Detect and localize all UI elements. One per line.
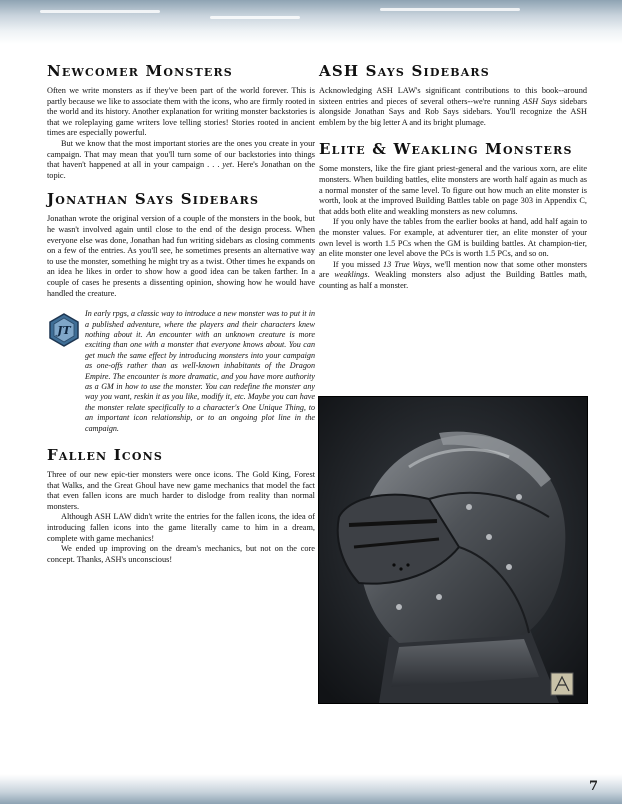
sidebar-text: In early rpgs, a classic way to introduce a new monster was to put it in a published adventure, where the players and their characters knew nothing about it. An encounter with an unknown creature is more exciting than one with a monster that everyone knows about. You can get much the same effect by introducing monsters into your campaign as one-offs rather than as well-known inhabitants of the Dragon Empire. The encounter is more dramatic, and you have more authority as a GM in how to use the monster. You can redefine the monster any way you want, reskin it as you like, modify it, etc. Maybe you can have the monster relate specifically to a character's One Unique Thing, to an important icon relationship, or to an ongoing plot line in the campaign. xyxy=(85,309,315,433)
paragraph: Often we write monsters as if they've been part of the world forever. This is partly because we like to associate them with the icons, who are firmly rooted in the world and its history. Another explanation for writing monster backstories is that we roleplaying game writers love telling stories! Stories rooted in ancient times are especially powerful. xyxy=(47,86,315,138)
section-fallen-icons xyxy=(47,446,315,565)
page-number: 7 xyxy=(588,779,598,794)
left-column xyxy=(47,62,315,574)
paragraph: Some monsters, like the fire giant priest-general and the various xorn, are elite monsters. When building battles, elite monsters are worth half again as much as a normal monster of the same level. To figure out how much an elite monster is worth, look at the improved Building Battles table on page 303 in Appendix C, that adds both elite and weakling monsters as new columns. xyxy=(319,164,587,216)
paragraph: Although ASH LAW didn't write the entries for the fallen icons, the idea of introducing fallen icons into the game literally came to him in a dream, complete with game mechanics! xyxy=(47,512,315,543)
svg-text:JT: JT xyxy=(57,324,71,338)
heading-newcomer-monsters: Newcomer Monsters xyxy=(47,62,233,80)
section-newcomer-monsters xyxy=(47,62,315,181)
paragraph: If you missed 13 True Ways, we'll mention now that some other monsters are weaklings. Weakling monsters also adjust the Building Battles math, counting as half a monster. xyxy=(319,259,588,290)
heading-fallen-icons: Fallen Icons xyxy=(47,445,164,464)
paragraph: But we know that the most important stories are the ones you create in your campaign. That may mean that you'll turn some of our backstories into things that haven't happened at all in your campaign . . . yet. Here's Jonathan on the topic. xyxy=(47,138,315,180)
paragraph: Three of our new epic-tier monsters were once icons. The Gold King, Forest that Walks, and the Great Ghoul have new game mechanics that model the fact that even fallen icons are much harder to dislodge from reality than normal monsters. xyxy=(47,469,315,511)
top-banner xyxy=(0,0,622,44)
section-jonathan-says xyxy=(47,190,315,299)
paragraph: Jonathan wrote the original version of a couple of the monsters in the book, but he wasn't involved again until close to the end of the design process. When everyone else was done, Jonathan had fun writing sidebars as closing comments on a few of the entries. As you'll see, he sometimes presents an alternative way to use the monster, something he might try as a twist. Other times he expands on an idea he likes in order to show how a good idea can be taken farther. In a couple of cases he presents a dissenting opinion, showing how he would have handled the creature. xyxy=(47,214,315,298)
helmet-illustration xyxy=(318,396,588,704)
heading-jonathan-says: Jonathan Says Sidebars xyxy=(47,190,260,209)
heading-elite-weakling: Elite & Weakling Monsters xyxy=(319,140,573,159)
helmet-icon xyxy=(319,397,587,703)
paragraph: If you only have the tables from the earlier books at hand, add half again to the monster values. For example, at adventurer tier, an elite monster of your own level is worth 1.5 PCs when the GM is building battles. At champion-tier, an elite monster one level above the PCs is worth 1.5 PCs, and so on. xyxy=(319,217,587,259)
right-column xyxy=(319,62,587,301)
jonathan-sidebar xyxy=(47,309,315,434)
section-ash-says xyxy=(319,62,587,128)
jt-emblem-icon xyxy=(47,313,81,347)
bottom-banner xyxy=(0,774,622,804)
heading-ash-says: ASH Says Sidebars xyxy=(319,62,490,80)
section-elite-weakling xyxy=(319,140,587,291)
paragraph: We ended up improving on the dream's mechanics, but not on the core concept. Thanks, ASH's unconscious! xyxy=(47,544,315,564)
paragraph: Acknowledging ASH LAW's significant contributions to this book--around sixteen entries and pieces of several others--we're running ASH Says sidebars alongside Jonathan Says and Rob Says sidebars. You'll recognize the ASH emblem by the big letter A and its bright plumage. xyxy=(319,86,587,127)
